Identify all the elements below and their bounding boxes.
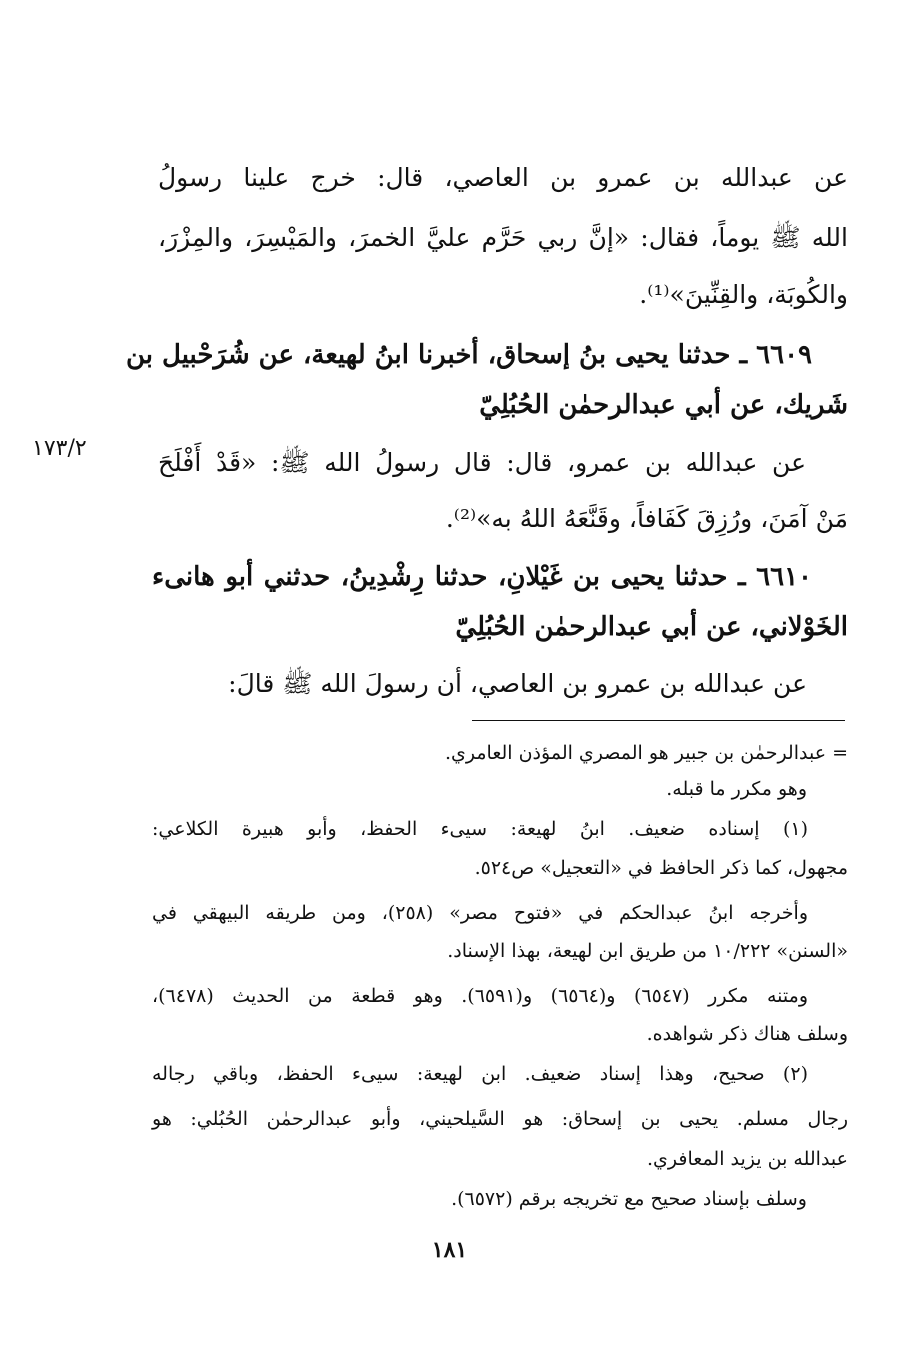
hadith-6610-line: ٦٦١٠ ـ حدثنا يحيى بن غَيْلانِ، حدثنا رِشْدِينُ، حدثني أبو هانىء xyxy=(152,562,812,592)
footnote-separator xyxy=(472,720,845,721)
text-line: شَريك، عن أبي عبدالرحمٰن الحُبُلِيّ xyxy=(479,390,848,420)
footnote-line: رجال مسلم. يحيى بن إسحاق: هو السَّيلحيني، وأبو عبدالرحمٰن الحُبُلي: هو xyxy=(152,1108,848,1130)
footnote-line: وسلف هناك ذكر شواهده. xyxy=(646,1023,848,1045)
text-line: عن عبدالله بن عمرو، قال: قال رسولُ الله ﷺ: «قَدْ أَفْلَحَ xyxy=(158,448,806,477)
margin-reference: ١٧٣/٢ xyxy=(32,436,87,461)
footnote-line: = عبدالرحمٰن بن جبير هو المصري المؤذن العامري. xyxy=(444,742,848,764)
page-number: ١٨١ xyxy=(431,1237,468,1263)
footnote-line: «السنن» ١٠/٢٢٢ من طريق ابن لهيعة، بهذا الإسناد. xyxy=(447,940,848,962)
text-line: عن عبدالله بن عمرو بن العاصي، أن رسولَ الله ﷺ قالَ: xyxy=(228,669,807,698)
footnote-line: وسلف بإسناد صحيح مع تخريجه برقم (٦٥٧٢). xyxy=(451,1188,807,1210)
text-line: الخَوْلاني، عن أبي عبدالرحمٰن الحُبُلِيّ xyxy=(455,612,848,642)
text-line: والكُوبَة، والقِنِّينَ»⁽¹⁾. xyxy=(639,280,848,309)
footnote-2-line: (٢) صحيح، وهذا إسناد ضعيف. ابن لهيعة: سيىء الحفظ، وباقي رجاله xyxy=(152,1063,808,1085)
text-line: عن عبدالله بن عمرو بن العاصي، قال: خرج علينا رسولُ xyxy=(158,163,848,192)
text-line: مَنْ آمَنَ، ورُزِقَ كَفَافاً، وقَنَّعَهُ اللهُ به»⁽²⁾. xyxy=(445,504,848,533)
footnote-1-line: (١) إسناده ضعيف. ابنُ لهيعة: سيىء الحفظ، وأبو هبيرة الكلاعي: xyxy=(152,818,808,840)
footnote-line: عبدالله بن يزيد المعافري. xyxy=(647,1148,848,1170)
footnote-line: وأخرجه ابنُ عبدالحكم في «فتوح مصر» (٢٥٨)، ومن طريقه البيهقي في xyxy=(152,902,808,924)
footnote-line: ومتنه مكرر (٦٥٤٧) و(٦٥٦٤) و(٦٥٩١). وهو قطعة من الحديث (٦٤٧٨)، xyxy=(152,985,808,1007)
hadith-6609-line: ٦٦٠٩ ـ حدثنا يحيى بنُ إسحاق، أخبرنا ابنُ لهيعة، عن شُرَحْبيل بن xyxy=(125,340,812,370)
text-line: الله ﷺ يوماً، فقال: «إنَّ ربي حَرَّم عليَّ الخمرَ، والمَيْسِرَ، والمِزْرَ، xyxy=(158,223,848,252)
footnote-line: مجهول، كما ذكر الحافظ في «التعجيل» ص٥٢٤. xyxy=(474,857,848,879)
footnote-line: وهو مكرر ما قبله. xyxy=(666,778,807,800)
